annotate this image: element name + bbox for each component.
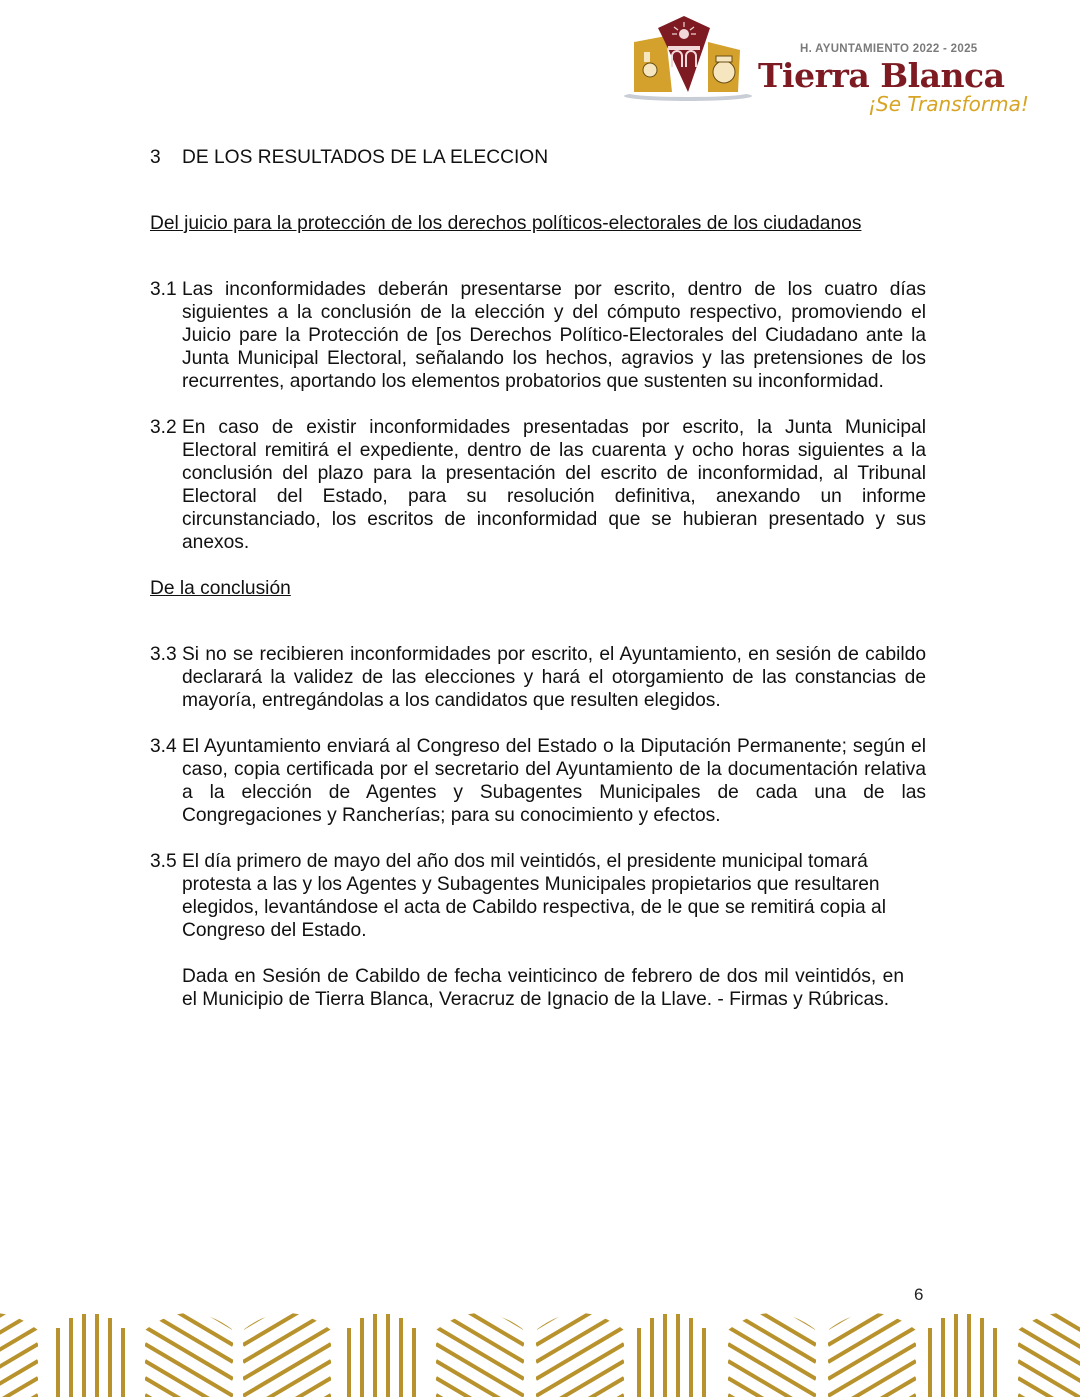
footer-diagonal-stripe: [436, 1310, 524, 1345]
section-heading: [150, 146, 926, 169]
logo-tagline: ¡Se Transforma!: [868, 92, 1029, 116]
page-number: 6: [914, 1285, 924, 1304]
footer-diagonal-stripe: [536, 1361, 624, 1397]
document-body: [150, 146, 926, 1011]
clause-number: 3.2: [150, 417, 177, 438]
footer-diagonal-stripe: [728, 1310, 816, 1311]
clause-text: El Ayuntamiento enviará al Congreso del Estado o la Diputación Permanente; según el caso, copia certificada por el secretario del Ayuntamiento de la documentación relativa a la elección de Agentes y Subagentes Municipales de cada una de las Congregaciones y Rancherías; para su conocimiento y efectos.: [182, 736, 926, 826]
closing-statement: Dada en Sesión de Cabildo de fecha veinticinco de febrero de dos mil veintidós, en el Municipio de Tierra Blanca, Veracruz de Ignacio de la Llave. - Firmas y Rúbricas.: [182, 966, 904, 1010]
clause-text: Si no se recibieren inconformidades por escrito, el Ayuntamiento, en sesión de cabildo declarará la validez de las elecciones y hará el otorgamiento de las constancias de mayoría, entregándolas a los candidatos que resulten elegidos.: [182, 644, 926, 711]
footer-diagonal-stripe: [1018, 1327, 1080, 1379]
footer-diagonal-stripe: [436, 1310, 524, 1311]
clause-text: Las inconformidades deberán presentarse por escrito, dentro de los cuatro días siguientes a la conclusión de la elección y del cómputo respectivo, promoviendo el Juicio pare la Protección de [os Derechos Político-Electorales del Ciudadano ante la Junta Municipal Electoral, señalando los hechos, agravios y las pretensiones de los recurrentes, aportando los elementos probatorios que sustenten su inconformidad.: [182, 279, 926, 392]
footer-diagonal-stripe: [1018, 1310, 1080, 1362]
footer-tile: [0, 1310, 38, 1397]
section-title: DE LOS RESULTADOS DE LA ELECCION: [182, 147, 549, 168]
footer-diagonal-stripe: [0, 1361, 38, 1397]
footer-tile: [828, 1310, 916, 1397]
clause-3-3: [150, 643, 926, 712]
header-logo: [622, 12, 1029, 117]
footer-diagonal-stripe: [1018, 1361, 1080, 1397]
footer-diagonal-stripe: [145, 1310, 233, 1311]
footer-diagonal-stripe: [243, 1361, 331, 1397]
clause-number: 3.4: [150, 736, 177, 757]
footer-diagonal-stripe: [1018, 1344, 1080, 1396]
footer-pattern: [0, 1310, 1080, 1397]
clause-text: En caso de existir inconformidades presentadas por escrito, la Junta Municipal Electoral remitirá el expediente, dentro de las cuarenta y ocho horas siguientes a la conclusión del plazo para la presentación del escrito de inconformidad, al Tribunal Electoral del Estado, para su resolución definitiva, anexando un informe circunstanciado, los escritos de inconformidad que se hubieran presentado y sus anexos.: [182, 417, 926, 553]
clause-number: 3.1: [150, 279, 177, 300]
clause-text: El día primero de mayo del año dos mil veintidós, el presidente municipal tomará protesta a las y los Agentes y Subagentes Municipales propietarios que resultaren elegidos, levantándose el acta de Cabildo respectiva, de le que se remitirá copia al Congreso del Estado.: [182, 851, 886, 941]
footer-tile: [243, 1310, 331, 1397]
footer-diagonal-stripe: [728, 1310, 816, 1345]
footer-diagonal-stripe: [243, 1310, 331, 1345]
clause-3-1: [150, 278, 926, 393]
footer-diagonal-stripe: [1018, 1310, 1080, 1311]
footer-diagonal-stripe: [728, 1361, 816, 1397]
footer-tile: [145, 1310, 233, 1397]
clause-number: 3.3: [150, 644, 177, 665]
clause-number: 3.5: [150, 851, 177, 872]
footer-tile: [1018, 1310, 1080, 1397]
footer-tile: [728, 1310, 816, 1397]
footer-diagonal-stripe: [145, 1361, 233, 1397]
municipal-emblem-icon: [622, 12, 757, 107]
subheading-juicio: Del juicio para la protección de los derechos políticos-electorales de los ciudadanos: [150, 213, 862, 234]
section-number: 3: [150, 147, 161, 168]
footer-tile: [536, 1310, 624, 1397]
footer-diagonal-stripe: [828, 1310, 916, 1345]
footer-diagonal-stripe: [536, 1310, 624, 1345]
clause-3-2: [150, 416, 926, 554]
clause-3-4: [150, 735, 926, 827]
logo-pretitle: H. AYUNTAMIENTO 2022 - 2025: [800, 43, 978, 55]
subheading-conclusion: De la conclusión: [150, 578, 291, 599]
footer-tile: [436, 1310, 524, 1397]
footer-diagonal-stripe: [828, 1361, 916, 1397]
footer-diagonal-stripe: [436, 1361, 524, 1397]
footer-diagonal-stripe: [145, 1310, 233, 1345]
logo-title: Tierra Blanca: [758, 56, 1005, 95]
clause-3-5: [150, 850, 904, 942]
